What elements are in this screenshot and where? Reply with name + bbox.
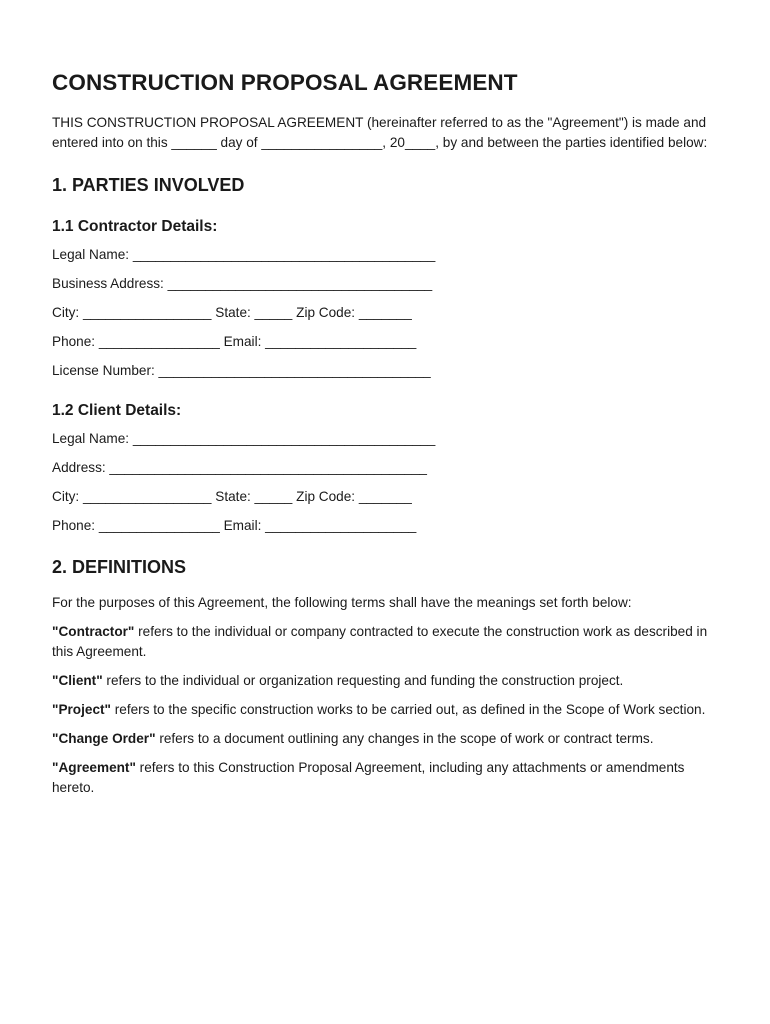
contractor-phone-email-field: Phone: ________________ Email: ____________________ (52, 334, 417, 349)
intro-paragraph: THIS CONSTRUCTION PROPOSAL AGREEMENT (hereinafter referred to as the "Agreement") is made and entered into on this ______ day of ________________, 20____, by and between the parties identified below: (52, 115, 708, 150)
contractor-legal-name-field: Legal Name: ________________________________________ (52, 247, 436, 262)
contractor-business-address-field: Business Address: ___________________________________ (52, 276, 433, 291)
definition-item (52, 758, 718, 798)
definition-item (52, 729, 718, 749)
client-address-field: Address: __________________________________________ (52, 460, 427, 475)
definition-term: "Client" (52, 673, 103, 688)
contractor-details-heading: 1.1 Contractor Details: (52, 218, 218, 235)
definition-term: "Project" (52, 702, 111, 717)
client-legal-name-field: Legal Name: ________________________________________ (52, 431, 436, 446)
section-parties-heading: 1. PARTIES INVOLVED (52, 175, 245, 195)
contractor-city-state-zip-field: City: _________________ State: _____ Zip Code: _______ (52, 305, 412, 320)
definition-term: "Change Order" (52, 731, 156, 746)
definition-item (52, 671, 718, 691)
definition-text: refers to the individual or company contracted to execute the construction work as described in this Agreement. (52, 624, 708, 659)
definition-text: refers to a document outlining any changes in the scope of work or contract terms. (155, 731, 654, 746)
section-definitions-heading: 2. DEFINITIONS (52, 557, 187, 577)
definition-term: "Agreement" (52, 760, 136, 775)
client-details-heading: 1.2 Client Details: (52, 402, 182, 419)
definition-text: refers to this Construction Proposal Agreement, including any attachments or amendments hereto. (52, 760, 685, 795)
definition-item (52, 700, 718, 720)
client-city-state-zip-field: City: _________________ State: _____ Zip Code: _______ (52, 489, 412, 504)
contractor-license-field: License Number: ____________________________________ (52, 363, 431, 378)
definition-term: "Contractor" (52, 624, 135, 639)
definition-item (52, 622, 718, 662)
document-title: CONSTRUCTION PROPOSAL AGREEMENT (52, 70, 518, 95)
definition-text: refers to the individual or organization requesting and funding the construction project. (102, 673, 624, 688)
definitions-intro: For the purposes of this Agreement, the following terms shall have the meanings set forth below: (52, 595, 632, 610)
definition-text: refers to the specific construction works to be carried out, as defined in the Scope of Work section. (110, 702, 706, 717)
client-phone-email-field: Phone: ________________ Email: ____________________ (52, 518, 417, 533)
